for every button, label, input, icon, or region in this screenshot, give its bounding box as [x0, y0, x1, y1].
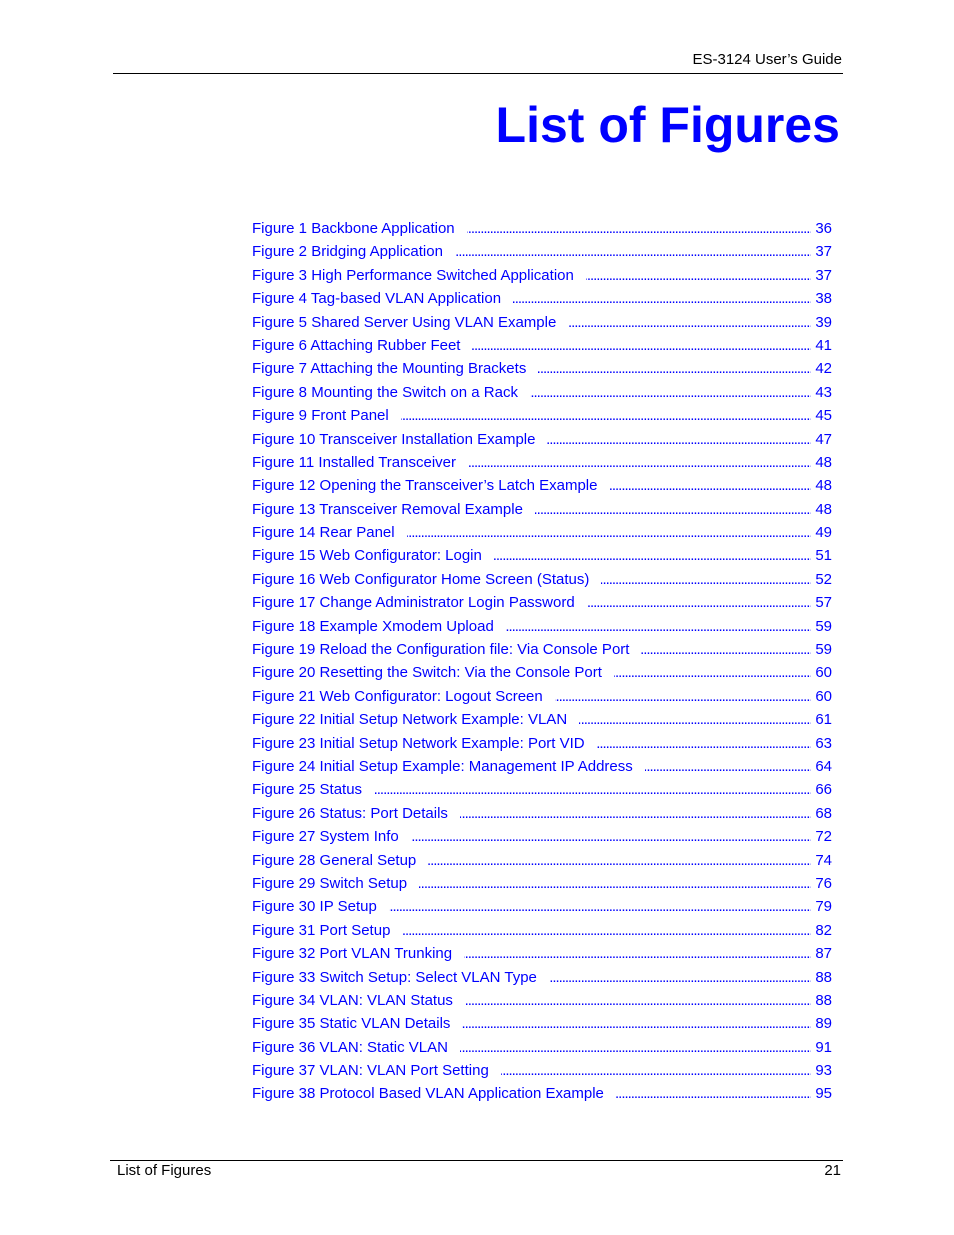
- dot-leader: [587, 591, 811, 614]
- figure-entry-label[interactable]: Figure 32 Port VLAN Trunking: [252, 945, 453, 963]
- figure-entry-page[interactable]: 59: [815, 617, 832, 635]
- dot-leader: [411, 825, 811, 848]
- figure-entry-page[interactable]: 37: [815, 266, 832, 284]
- figure-entry-label[interactable]: Figure 29 Switch Setup: [252, 874, 408, 892]
- dot-leader: [586, 264, 811, 287]
- figure-entry-label[interactable]: Figure 24 Initial Setup Example: Management IP Address: [252, 757, 633, 775]
- figure-entry-page[interactable]: 87: [815, 945, 832, 963]
- figure-entry[interactable]: [252, 708, 832, 731]
- footer-divider: [110, 1160, 843, 1161]
- figure-entry[interactable]: [252, 966, 832, 989]
- figure-entry[interactable]: [252, 521, 832, 544]
- dot-leader: [538, 357, 811, 380]
- figure-entry-page[interactable]: 38: [815, 290, 832, 308]
- dot-leader: [374, 778, 811, 801]
- figure-entry[interactable]: [252, 381, 832, 404]
- figure-entry-label[interactable]: Figure 35 Static VLAN Details: [252, 1015, 451, 1033]
- dot-leader: [645, 755, 811, 778]
- figure-entry-page[interactable]: 63: [815, 734, 832, 752]
- figure-entry-label[interactable]: Figure 20 Resetting the Switch: Via the Console Port: [252, 664, 602, 682]
- dot-leader: [501, 1059, 811, 1082]
- figure-entry-page[interactable]: 48: [815, 500, 832, 518]
- dot-leader: [568, 311, 811, 334]
- figure-entry[interactable]: [252, 802, 832, 825]
- header-divider: [113, 73, 843, 74]
- figure-entry-page[interactable]: 95: [815, 1085, 832, 1103]
- dot-leader: [428, 849, 811, 872]
- dot-leader: [579, 708, 811, 731]
- figure-entry[interactable]: [252, 428, 832, 451]
- figure-entry[interactable]: [252, 1082, 832, 1105]
- figure-entry-page[interactable]: 48: [815, 453, 832, 471]
- figure-entry[interactable]: [252, 919, 832, 942]
- figure-entry[interactable]: [252, 1036, 832, 1059]
- figure-entry-page[interactable]: 59: [815, 641, 832, 659]
- dot-leader: [468, 451, 811, 474]
- dot-leader: [530, 381, 811, 404]
- figure-entry-label[interactable]: Figure 15 Web Configurator: Login: [252, 547, 482, 565]
- dot-leader: [460, 802, 811, 825]
- figure-entry-page[interactable]: 52: [815, 570, 832, 588]
- figure-entry-page[interactable]: 89: [815, 1015, 832, 1033]
- dot-leader: [535, 498, 811, 521]
- dot-leader: [547, 428, 811, 451]
- figure-entry-label[interactable]: Figure 34 VLAN: VLAN Status: [252, 991, 453, 1009]
- dot-leader: [462, 1012, 811, 1035]
- figure-entry-page[interactable]: 43: [815, 383, 832, 401]
- figure-entry-label[interactable]: Figure 28 General Setup: [252, 851, 417, 869]
- figure-entry-page[interactable]: 60: [815, 687, 832, 705]
- dot-leader: [455, 240, 811, 263]
- figure-entry[interactable]: [252, 778, 832, 801]
- figure-entry-label[interactable]: Figure 13 Transceiver Removal Example: [252, 500, 523, 518]
- figure-entry[interactable]: [252, 825, 832, 848]
- figure-entry-page[interactable]: 64: [815, 757, 832, 775]
- figure-entry-label[interactable]: Figure 18 Example Xmodem Upload: [252, 617, 494, 635]
- figure-entry-page[interactable]: 42: [815, 360, 832, 378]
- dot-leader: [506, 615, 811, 638]
- figure-entry-page[interactable]: 41: [815, 336, 832, 354]
- figure-entry-page[interactable]: 88: [815, 991, 832, 1009]
- figure-entry[interactable]: [252, 755, 832, 778]
- figure-entry[interactable]: [252, 357, 832, 380]
- figure-entry-page[interactable]: 61: [815, 711, 832, 729]
- figure-entry-label[interactable]: Figure 1 Backbone Application: [252, 220, 455, 237]
- dot-leader: [616, 1082, 811, 1105]
- figure-entry-label[interactable]: Figure 37 VLAN: VLAN Port Setting: [252, 1062, 489, 1080]
- dot-leader: [464, 942, 811, 965]
- figure-entry-label[interactable]: Figure 21 Web Configurator: Logout Screen: [252, 687, 543, 705]
- footer-section-title: List of Figures: [117, 1162, 212, 1179]
- figure-entry-page[interactable]: 72: [815, 828, 832, 846]
- figure-entry-label[interactable]: Figure 27 System Info: [252, 828, 399, 846]
- figure-entry[interactable]: [252, 217, 832, 240]
- figure-entry-page[interactable]: 79: [815, 898, 832, 916]
- dot-leader: [407, 521, 811, 544]
- guide-title: ES-3124 User’s Guide: [692, 51, 842, 68]
- dot-leader: [555, 685, 811, 708]
- figure-entry[interactable]: [252, 264, 832, 287]
- figure-entry-page[interactable]: 48: [815, 477, 832, 495]
- figure-entry[interactable]: [252, 895, 832, 918]
- figure-entry-page[interactable]: 57: [815, 594, 832, 612]
- figure-entry[interactable]: [252, 404, 832, 427]
- figure-entry[interactable]: [252, 1059, 832, 1082]
- figure-entry[interactable]: [252, 544, 832, 567]
- figure-entry-label[interactable]: Figure 11 Installed Transceiver: [252, 453, 456, 471]
- dot-leader: [460, 1036, 811, 1059]
- figure-entry-page[interactable]: 93: [815, 1062, 832, 1080]
- figure-entry-label[interactable]: Figure 12 Opening the Transceiver’s Latch Example: [252, 477, 598, 495]
- figure-entry[interactable]: [252, 615, 832, 638]
- dot-leader: [401, 404, 811, 427]
- figure-entry[interactable]: [252, 942, 832, 965]
- figure-entry-page[interactable]: 91: [815, 1038, 832, 1056]
- figure-entry-page[interactable]: 74: [815, 851, 832, 869]
- footer-page-number: 21: [824, 1162, 841, 1179]
- figure-entry[interactable]: [252, 872, 832, 895]
- figure-entry-page[interactable]: 37: [815, 243, 832, 261]
- figure-entry-label[interactable]: Figure 26 Status: Port Details: [252, 804, 448, 822]
- dot-leader: [419, 872, 811, 895]
- figure-entry-label[interactable]: Figure 23 Initial Setup Network Example: Port VID: [252, 734, 585, 752]
- figure-entry[interactable]: [252, 849, 832, 872]
- figure-entry-label[interactable]: Figure 2 Bridging Application: [252, 243, 443, 261]
- figure-entry[interactable]: [252, 685, 832, 708]
- figure-entry[interactable]: [252, 240, 832, 263]
- dot-leader: [389, 895, 811, 918]
- dot-leader: [467, 217, 811, 240]
- dot-leader: [513, 287, 811, 310]
- figure-entry-label[interactable]: Figure 8 Mounting the Switch on a Rack: [252, 383, 518, 401]
- figure-entry-label[interactable]: Figure 36 VLAN: Static VLAN: [252, 1038, 448, 1056]
- figure-entry[interactable]: [252, 451, 832, 474]
- figure-entry[interactable]: [252, 732, 832, 755]
- figure-entry[interactable]: [252, 334, 832, 357]
- figure-entry-label[interactable]: Figure 31 Port Setup: [252, 921, 391, 939]
- figure-entry-page[interactable]: 36: [815, 220, 832, 237]
- figure-entry-page[interactable]: 82: [815, 921, 832, 939]
- figure-list: [252, 217, 832, 1106]
- figure-entry-page[interactable]: 76: [815, 874, 832, 892]
- figure-entry-page[interactable]: 51: [815, 547, 832, 565]
- figure-entry[interactable]: [252, 311, 832, 334]
- figure-entry-label[interactable]: Figure 38 Protocol Based VLAN Application Example: [252, 1085, 604, 1103]
- figure-entry-label[interactable]: Figure 14 Rear Panel: [252, 524, 395, 542]
- figure-entry-label[interactable]: Figure 33 Switch Setup: Select VLAN Type: [252, 968, 537, 986]
- figure-entry-label[interactable]: Figure 6 Attaching Rubber Feet: [252, 336, 461, 354]
- figure-entry-label[interactable]: Figure 30 IP Setup: [252, 898, 377, 916]
- figure-entry-label[interactable]: Figure 10 Transceiver Installation Example: [252, 430, 536, 448]
- figure-entry[interactable]: [252, 568, 832, 591]
- figure-entry-page[interactable]: 49: [815, 524, 832, 542]
- figure-entry[interactable]: [252, 287, 832, 310]
- figure-entry[interactable]: [252, 591, 832, 614]
- figure-entry-label[interactable]: Figure 5 Shared Server Using VLAN Example: [252, 313, 557, 331]
- dot-leader: [494, 544, 811, 567]
- figure-entry-label[interactable]: Figure 7 Attaching the Mounting Brackets: [252, 360, 527, 378]
- figure-entry-label[interactable]: Figure 25 Status: [252, 781, 363, 799]
- dot-leader: [402, 919, 811, 942]
- figure-entry[interactable]: [252, 638, 832, 661]
- dot-leader: [614, 661, 811, 684]
- figure-entry-label[interactable]: Figure 9 Front Panel: [252, 407, 389, 425]
- figure-entry-page[interactable]: 60: [815, 664, 832, 682]
- figure-entry-page[interactable]: 88: [815, 968, 832, 986]
- figure-entry-page[interactable]: 47: [815, 430, 832, 448]
- figure-entry-label[interactable]: Figure 17 Change Administrator Login Password: [252, 594, 575, 612]
- figure-entry-label[interactable]: Figure 22 Initial Setup Network Example: VLAN: [252, 711, 568, 729]
- dot-leader: [601, 568, 811, 591]
- dot-leader: [472, 334, 811, 357]
- dot-leader: [549, 966, 811, 989]
- figure-entry[interactable]: [252, 989, 832, 1012]
- figure-entry-label[interactable]: Figure 4 Tag-based VLAN Application: [252, 290, 502, 308]
- figure-entry[interactable]: [252, 661, 832, 684]
- dot-leader: [465, 989, 811, 1012]
- figure-entry[interactable]: [252, 498, 832, 521]
- figure-entry[interactable]: [252, 474, 832, 497]
- figure-entry-page[interactable]: 39: [815, 313, 832, 331]
- dot-leader: [641, 638, 811, 661]
- figure-entry-label[interactable]: Figure 3 High Performance Switched Application: [252, 266, 574, 284]
- dot-leader: [609, 474, 811, 497]
- figure-entry-page[interactable]: 45: [815, 407, 832, 425]
- page-title: List of Figures: [495, 97, 840, 153]
- figure-entry-page[interactable]: 68: [815, 804, 832, 822]
- dot-leader: [597, 732, 811, 755]
- figure-entry-label[interactable]: Figure 19 Reload the Configuration file: Via Console Port: [252, 641, 630, 659]
- figure-entry-label[interactable]: Figure 16 Web Configurator Home Screen (Status): [252, 570, 590, 588]
- figure-entry-page[interactable]: 66: [815, 781, 832, 799]
- figure-entry[interactable]: [252, 1012, 832, 1035]
